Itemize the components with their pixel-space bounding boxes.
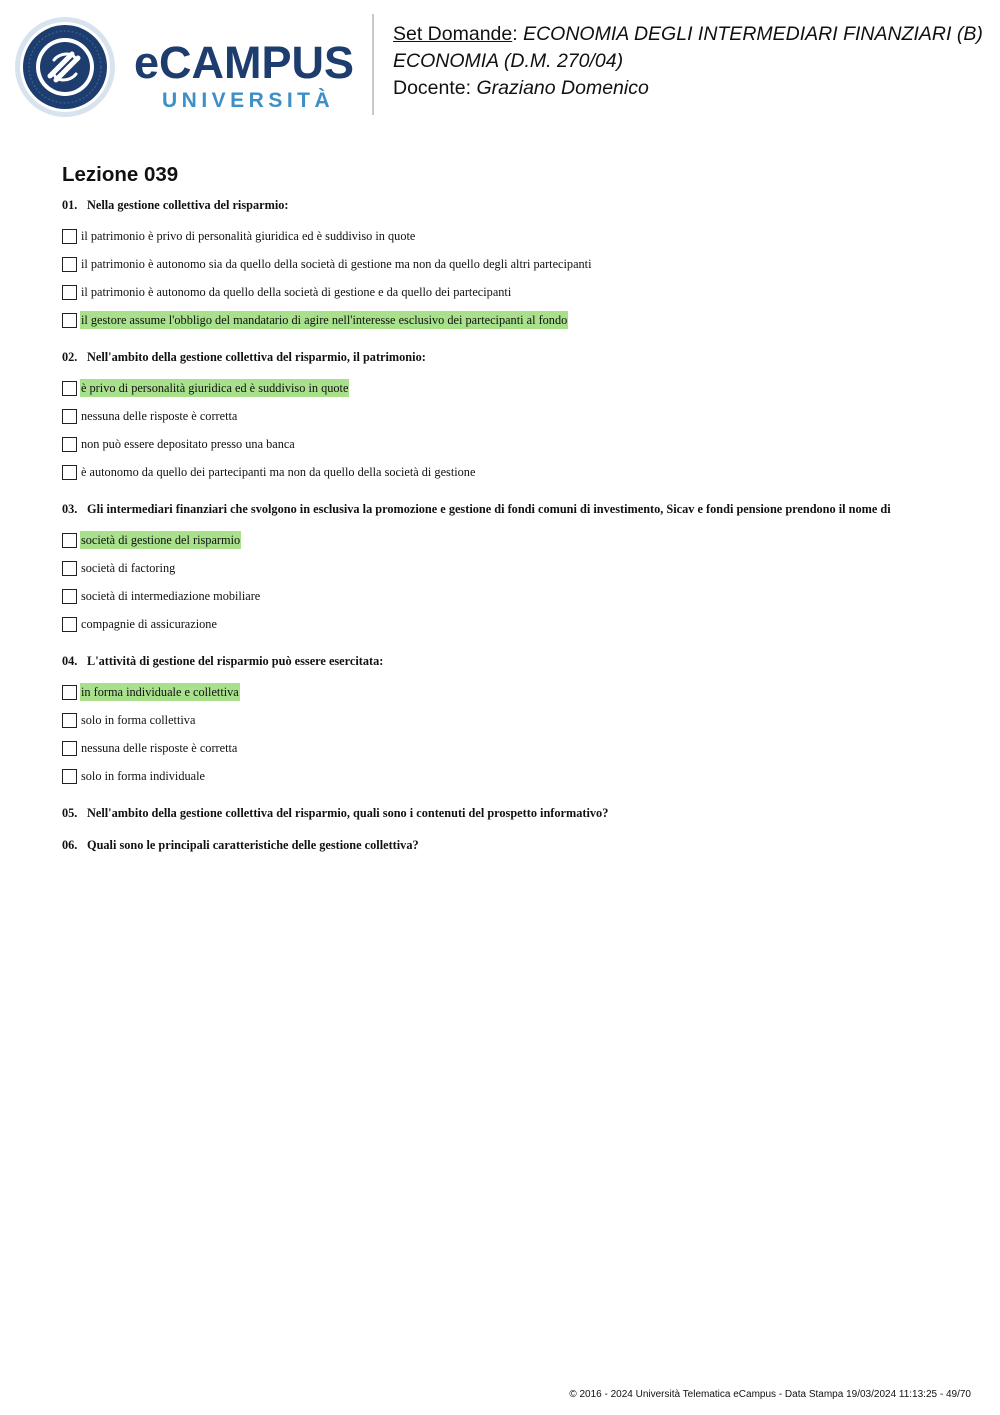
logo-subtitle: UNIVERSITÀ — [162, 89, 335, 112]
set-value-line2: ECONOMIA (D.M. 270/04) — [393, 50, 624, 72]
answer-option[interactable] — [62, 278, 982, 306]
answer-option[interactable] — [62, 610, 982, 638]
teacher-name: Graziano Domenico — [476, 77, 649, 99]
question-06 — [62, 837, 982, 853]
question-number: 01. — [62, 198, 78, 212]
answer-option[interactable] — [62, 458, 982, 486]
question-01 — [62, 197, 982, 334]
answer-checkbox[interactable] — [62, 533, 77, 548]
answer-text: nessuna delle risposte è corretta — [81, 741, 238, 755]
question-text — [62, 653, 982, 669]
answer-option-correct[interactable] — [62, 306, 982, 334]
answer-checkbox[interactable] — [62, 229, 77, 244]
answer-text-highlighted: società di gestione del risparmio — [81, 533, 241, 547]
teacher-line — [393, 75, 983, 102]
answer-checkbox[interactable] — [62, 409, 77, 424]
answer-checkbox[interactable] — [62, 285, 77, 300]
answer-text: non può essere depositato presso una banca — [81, 437, 295, 451]
answer-checkbox[interactable] — [62, 769, 77, 784]
answer-text: il patrimonio è privo di personalità giuridica ed è suddiviso in quote — [81, 229, 416, 243]
teacher-label: Docente: — [393, 77, 472, 99]
question-02 — [62, 349, 982, 486]
answer-checkbox[interactable] — [62, 313, 77, 328]
answer-option[interactable] — [62, 222, 982, 250]
answer-text-highlighted: in forma individuale e collettiva — [81, 685, 239, 699]
answer-option[interactable] — [62, 734, 982, 762]
question-number: 05. — [62, 806, 78, 820]
answer-checkbox[interactable] — [62, 713, 77, 728]
lesson-title: Lezione 039 — [62, 163, 179, 186]
answer-text: solo in forma individuale — [81, 769, 205, 783]
answer-option[interactable] — [62, 762, 982, 790]
answer-option[interactable] — [62, 430, 982, 458]
header-divider — [372, 14, 374, 115]
answer-option[interactable] — [62, 554, 982, 582]
answer-text: società di intermediazione mobiliare — [81, 589, 261, 603]
answer-text: nessuna delle risposte è corretta — [81, 409, 238, 423]
question-label: Nell'ambito della gestione collettiva del risparmio, quali sono i contenuti del prospetto informativo? — [87, 806, 609, 820]
question-number: 02. — [62, 350, 78, 364]
answer-option[interactable] — [62, 402, 982, 430]
answer-checkbox[interactable] — [62, 437, 77, 452]
question-number: 03. — [62, 502, 78, 516]
set-label: Set Domande — [393, 23, 513, 45]
answer-text: il patrimonio è autonomo da quello della società di gestione e da quello dei partecipanti — [81, 285, 512, 299]
answer-option[interactable] — [62, 582, 982, 610]
answer-checkbox[interactable] — [62, 617, 77, 632]
question-label: Nella gestione collettiva del risparmio: — [87, 198, 289, 212]
course-info — [393, 21, 983, 102]
logo-wordmark: eCAMPUS — [134, 37, 355, 88]
answer-text: è autonomo da quello dei partecipanti ma non da quello della società di gestione — [81, 465, 476, 479]
question-04 — [62, 653, 982, 790]
question-text — [62, 805, 982, 821]
answer-option-correct[interactable] — [62, 374, 982, 402]
question-text — [62, 501, 982, 517]
answer-text: solo in forma collettiva — [81, 713, 196, 727]
answer-checkbox[interactable] — [62, 589, 77, 604]
question-label: L'attività di gestione del risparmio può essere esercitata: — [87, 654, 384, 668]
question-text — [62, 837, 982, 853]
answer-option[interactable] — [62, 250, 982, 278]
answer-checkbox[interactable] — [62, 465, 77, 480]
answer-checkbox[interactable] — [62, 381, 77, 396]
page-footer: © 2016 - 2024 Università Telematica eCampus - Data Stampa 19/03/2024 11:13:25 - 49/70 — [569, 1389, 971, 1400]
question-label: Nell'ambito della gestione collettiva del risparmio, il patrimonio: — [87, 350, 426, 364]
set-value-line1: ECONOMIA DEGLI INTERMEDIARI FINANZIARI (B) — [523, 23, 983, 45]
question-label: Quali sono le principali caratteristiche delle gestione collettiva? — [87, 838, 419, 852]
ecampus-logo — [14, 14, 358, 118]
question-05 — [62, 805, 982, 821]
answer-checkbox[interactable] — [62, 257, 77, 272]
answer-text-highlighted: è privo di personalità giuridica ed è suddiviso in quote — [81, 381, 349, 395]
question-number: 04. — [62, 654, 78, 668]
question-number: 06. — [62, 838, 78, 852]
question-text — [62, 349, 982, 365]
answer-checkbox[interactable] — [62, 741, 77, 756]
set-line-2 — [393, 48, 983, 75]
page-header — [0, 0, 1000, 130]
answer-text-highlighted: il gestore assume l'obbligo del mandatario di agire nell'interesse esclusivo dei partecipanti al fondo — [81, 313, 568, 327]
answer-text: compagnie di assicurazione — [81, 617, 217, 631]
answer-option-correct[interactable] — [62, 678, 982, 706]
answer-option-correct[interactable] — [62, 526, 982, 554]
answer-text: società di factoring — [81, 561, 176, 575]
answer-option[interactable] — [62, 706, 982, 734]
question-03 — [62, 501, 982, 638]
quiz-content — [62, 162, 982, 868]
university-seal-icon — [14, 16, 116, 118]
answer-text: il patrimonio è autonomo sia da quello della società di gestione ma non da quello degli altri partecipanti — [81, 257, 592, 271]
question-label: Gli intermediari finanziari che svolgono in esclusiva la promozione e gestione di fondi comuni di investimento, Sicav e fondi pensione prendono il nome di — [87, 502, 891, 516]
question-text — [62, 197, 982, 213]
set-line: Set Domande: ECONOMIA DEGLI INTERMEDIARI FINANZIARI (B) — [393, 23, 983, 45]
answer-checkbox[interactable] — [62, 685, 77, 700]
answer-checkbox[interactable] — [62, 561, 77, 576]
